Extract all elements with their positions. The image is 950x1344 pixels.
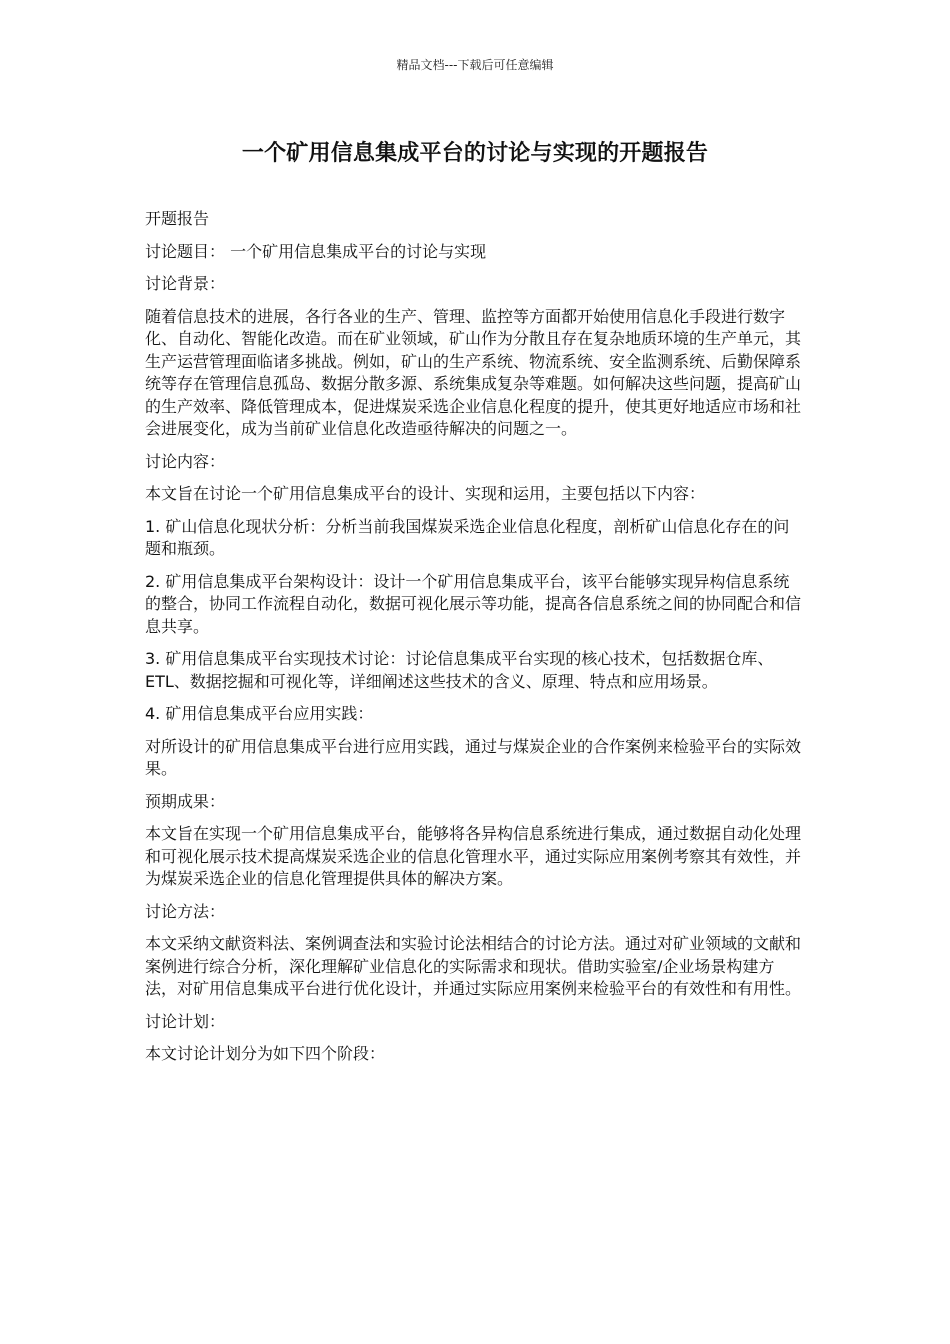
section-heading-content: 讨论内容： xyxy=(145,451,226,471)
section-heading-background: 讨论背景： xyxy=(145,274,226,293)
paragraph-label: 开题报告 xyxy=(145,209,210,228)
paragraph-content-intro: 本文旨在讨论一个矿用信息集成平台的设计、实现和运用，主要包括以下内容： xyxy=(145,484,706,503)
list-item-4: 4. 矿用信息集成平台应用实践： xyxy=(145,704,374,723)
page-header: 精品文档---下载后可任意编辑 xyxy=(396,58,554,72)
list-item-2: 2. 矿用信息集成平台架构设计：设计一个矿用信息集成平台，该平台能够实现异构信息系统的整合，协同工作流程自动化，数据可视化展示等功能，提高各信息系统之间的协同配合和信息共享。 xyxy=(145,571,802,636)
section-heading-plan: 讨论计划： xyxy=(145,1011,226,1031)
paragraph-results: 本文旨在实现一个矿用信息集成平台，能够将各异构信息系统进行集成，通过数据自动化处理和可视化展示技术提高煤炭采选企业的信息化管理水平，通过实际应用案例考察其有效性，并为煤炭采选企业的信息化管理提供具体的解决方案。 xyxy=(145,824,802,888)
paragraph-plan: 本文讨论计划分为如下四个阶段： xyxy=(145,1044,386,1063)
section-heading-methods: 讨论方法： xyxy=(145,901,226,921)
list-item-1: 1. 矿山信息化现状分析：分析当前我国煤炭采选企业信息化程度，剖析矿山信息化存在的问题和瓶颈。 xyxy=(145,516,790,558)
paragraph-background: 随着信息技术的进展，各行各业的生产、管理、监控等方面都开始使用信息化手段进行数字化、自动化、智能化改造。而在矿业领域，矿山作为分散且存在复杂地质环境的生产单元，其生产运营管理面临诸多挑战。例如，矿山的生产系统、物流系统、安全监测系统、后勤保障系统等存在管理信息孤岛、数据分散多源、系统集成复杂等难题。如何解决这些问题，提高矿山的生产效率、降低管理成本，促进煤炭采选企业信息化程度的提升，使其更好地适应市场和社会进展变化，成为当前矿业信息化改造亟待解决的问题之一。 xyxy=(145,306,802,438)
document-title: 一个矿用信息集成平台的讨论与实现的开题报告 xyxy=(241,141,709,166)
paragraph-topic: 讨论题目： 一个矿用信息集成平台的讨论与实现 xyxy=(145,241,487,261)
document-body xyxy=(145,208,805,1076)
list-item-3: 3. 矿用信息集成平台实现技术讨论：讨论信息集成平台实现的核心技术，包括数据仓库、ETL、数据挖掘和可视化等，详细阐述这些技术的含义、原理、特点和应用场景。 xyxy=(145,649,774,691)
paragraph-methods: 本文采纳文献资料法、案例调查法和实验讨论法相结合的讨论方法。通过对矿业领域的文献和案例进行综合分析，深化理解矿业信息化的实际需求和现状。借助实验室/企业场景构建方法，对矿用信息集成平台进行优化设计，并通过实际应用案例来检验平台的有效性和有用性。 xyxy=(145,934,802,998)
paragraph-practice: 对所设计的矿用信息集成平台进行应用实践，通过与煤炭企业的合作案例来检验平台的实际效果。 xyxy=(145,736,802,778)
section-heading-results: 预期成果： xyxy=(145,791,226,811)
